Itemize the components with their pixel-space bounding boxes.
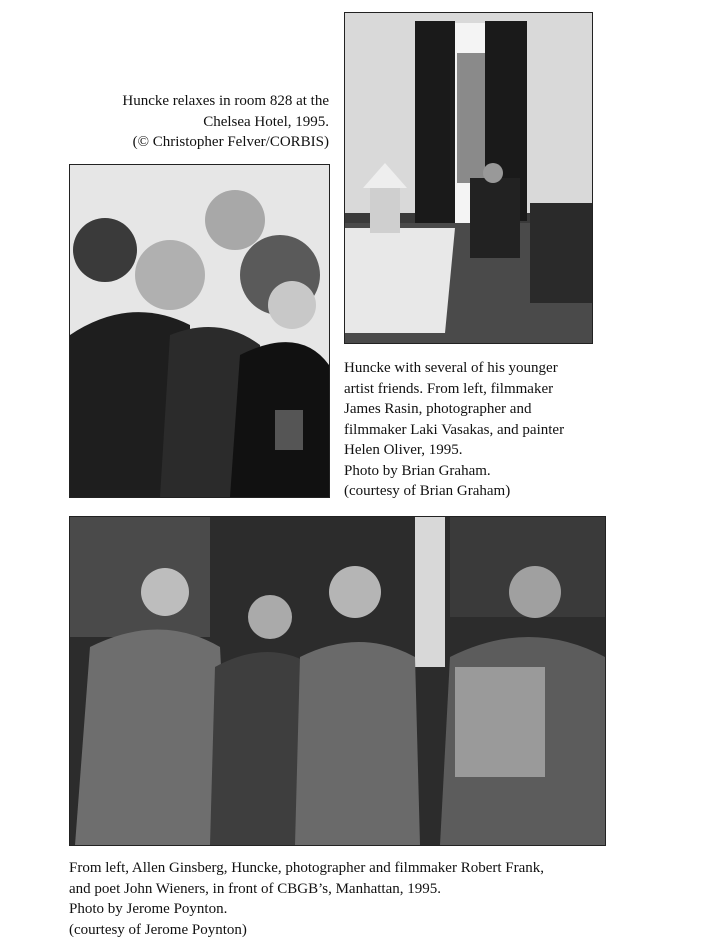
caption-artist-friends <box>344 358 564 502</box>
caption-line: (courtesy of Jerome Poynton) <box>69 921 247 938</box>
caption-line: (courtesy of Brian Graham) <box>344 483 511 499</box>
caption-line: Huncke relaxes in room 828 at the <box>122 93 329 109</box>
caption-line: Photo by Jerome Poynton. <box>69 901 228 917</box>
caption-room-828 <box>122 91 329 153</box>
photo-hotel-room <box>344 12 593 344</box>
caption-cbgb <box>69 858 544 940</box>
artist-friends-image <box>70 165 329 497</box>
caption-line: filmmaker Laki Vasakas, and painter <box>344 421 565 438</box>
caption-line: Photo by Brian Graham. <box>344 462 491 479</box>
photo-artist-friends <box>69 164 330 498</box>
caption-line: James Rasin, photographer and <box>344 401 532 417</box>
cbgb-group-image <box>70 517 605 845</box>
caption-line: Huncke with several of his younger <box>344 360 558 376</box>
hotel-room-image <box>345 13 592 343</box>
caption-line: (© Christopher Felver/CORBIS) <box>132 134 329 150</box>
photo-cbgb-group <box>69 516 606 846</box>
caption-line: artist friends. From left, filmmaker <box>344 380 554 397</box>
caption-line: From left, Allen Ginsberg, Huncke, photographer and filmmaker Robert Frank, <box>69 860 545 876</box>
caption-line: Chelsea Hotel, 1995. <box>203 113 329 130</box>
caption-line: Helen Oliver, 1995. <box>344 442 463 458</box>
caption-line: and poet John Wieners, in front of CBGB’s, Manhattan, 1995. <box>69 880 441 897</box>
